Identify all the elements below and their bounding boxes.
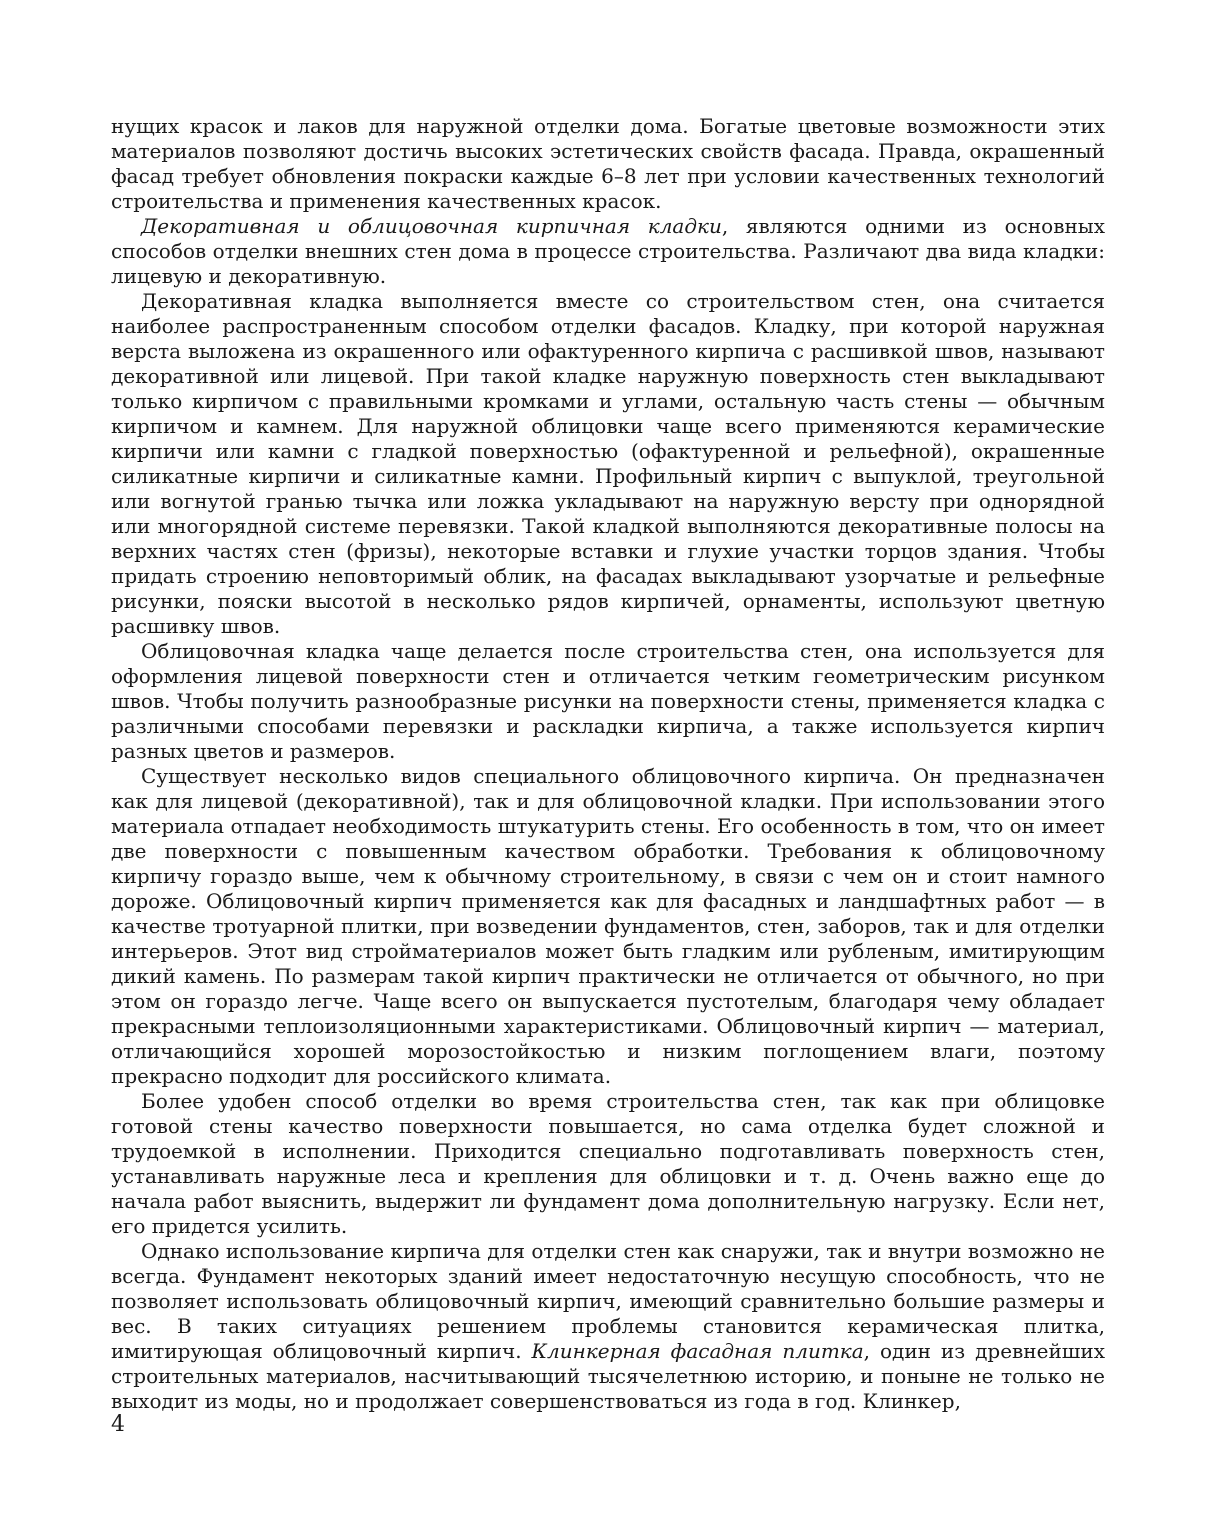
paragraph-text: , являются одними из основных способов отделки внешних стен дома в процессе строительства. Различают два вида кладки: лицевую и декоративную. bbox=[111, 214, 1105, 288]
paragraph-clinker-tile bbox=[111, 1239, 1105, 1414]
italic-term: Клинкерная фасадная плитка bbox=[531, 1339, 864, 1363]
paragraph-text: Существует несколько видов специального облицовочного кирпича. Он предназначен как для лицевой (декоративной), так и для облицовочной кладки. При использовании этого материала отпадает необходимость штукатурить стены. Его особенность в том, что он имеет две поверхности с повышенным качеством обработки. Требования к облицовочному кирпичу гораздо выше, чем к обычному строительному, в связи с чем он и стоит намного дороже. Облицовочный кирпич применяется как для фасадных и ландшафтных работ — в качестве тротуарной плитки, при возведении фундаментов, стен, заборов, так и для отделки интерьеров. Этот вид стройматериалов может быть гладким или рубленым, имитирующим дикий камень. По размерам такой кирпич практически не отличается от обычного, но при этом он гораздо легче. Чаще всего он выпускается пустотелым, благодаря чему обладает прекрасными теплоизоляционными характеристиками. Облицовочный кирпич — материал, отличающийся хорошей морозостойкостью и низким поглощением влаги, поэтому прекрасно подходит для российского климата. bbox=[111, 764, 1105, 1088]
paragraph-continuation bbox=[111, 114, 1105, 214]
page-number: 4 bbox=[111, 1412, 125, 1437]
paragraph-text: , один из древнейших строительных материалов, насчитывающий тысячелетнюю историю, и поныне не только не выходит из моды, но и продолжает совершенствоваться из года в год. Клинкер, bbox=[111, 1339, 1106, 1413]
paragraph-decorative-masonry bbox=[111, 289, 1105, 639]
paragraph-text: Декоративная кладка выполняется вместе со строительством стен, она считается наиболее распространенным способом отделки фасадов. Кладку, при которой наружная верста выложена из окрашенного или офактуренного кирпича с расшивкой швов, называют декоративной или лицевой. При такой кладке наружную поверхность стен выкладывают только кирпичом с правильными кромками и углами, остальную часть стены — обычным кирпичом и камнем. Для наружной облицовки чаще всего применяются керамические кирпичи или камни с гладкой поверхностью (офактуренной и рельефной), окрашенные силикатные кирпичи и силикатные камни. Профильный кирпич с выпуклой, треугольной или вогнутой гранью тычка или ложка укладывают на наружную версту при однорядной или многорядной системе перевязки. Такой кладкой выполняются декоративные полосы на верхних частях стен (фризы), некоторые вставки и глухие участки торцов здания. Чтобы придать строению неповторимый облик, на фасадах выкладывают узорчатые и рельефные рисунки, пояски высотой в несколько рядов кирпичей, орнаменты, используют цветную расшивку швов. bbox=[111, 289, 1105, 638]
paragraph-text: Облицовочная кладка чаще делается после строительства стен, она используется для оформления лицевой поверхности стен и отличается четким геометрическим рисунком швов. Чтобы получить разнообразные рисунки на поверхности стены, применяется кладка с различными способами перевязки и раскладки кирпича, а также используется кирпич разных цветов и размеров. bbox=[111, 639, 1105, 763]
paragraph-text: Более удобен способ отделки во время строительства стен, так как при облицовке готовой стены качество поверхности повышается, но сама отделка будет сложной и трудоемкой в исполнении. Приходится специально подготавливать поверхность стен, устанавливать наружные леса и крепления для облицовки и т. д. Очень важно еще до начала работ выяснить, выдержит ли фундамент дома дополнительную нагрузку. Если нет, его придется усилить. bbox=[111, 1089, 1105, 1238]
paragraph-facing-brick bbox=[111, 764, 1105, 1089]
paragraph-finishing-method bbox=[111, 1089, 1105, 1239]
italic-term: Декоративная и облицовочная кирпичная кладки bbox=[141, 214, 722, 238]
paragraph-decorative-masonry-intro bbox=[111, 214, 1105, 289]
paragraph-facing-masonry bbox=[111, 639, 1105, 764]
paragraph-text: нущих красок и лаков для наружной отделки дома. Богатые цветовые возможности этих материалов позволяют достичь высоких эстетических свойств фасада. Правда, окрашенный фасад требует обновления покраски каждые 6–8 лет при условии качественных технологий строительства и применения качественных красок. bbox=[111, 114, 1105, 213]
page-body bbox=[111, 114, 1105, 1414]
paragraph-text: Однако использование кирпича для отделки стен как снаружи, так и внутри возможно не всегда. Фундамент некоторых зданий имеет недостаточную несущую способность, что не позволяет использовать облицовочный кирпич, имеющий сравнительно большие размеры и вес. В таких ситуациях решением проблемы становится керамическая плитка, имитирующая облицовочный кирпич. bbox=[111, 1239, 1105, 1363]
